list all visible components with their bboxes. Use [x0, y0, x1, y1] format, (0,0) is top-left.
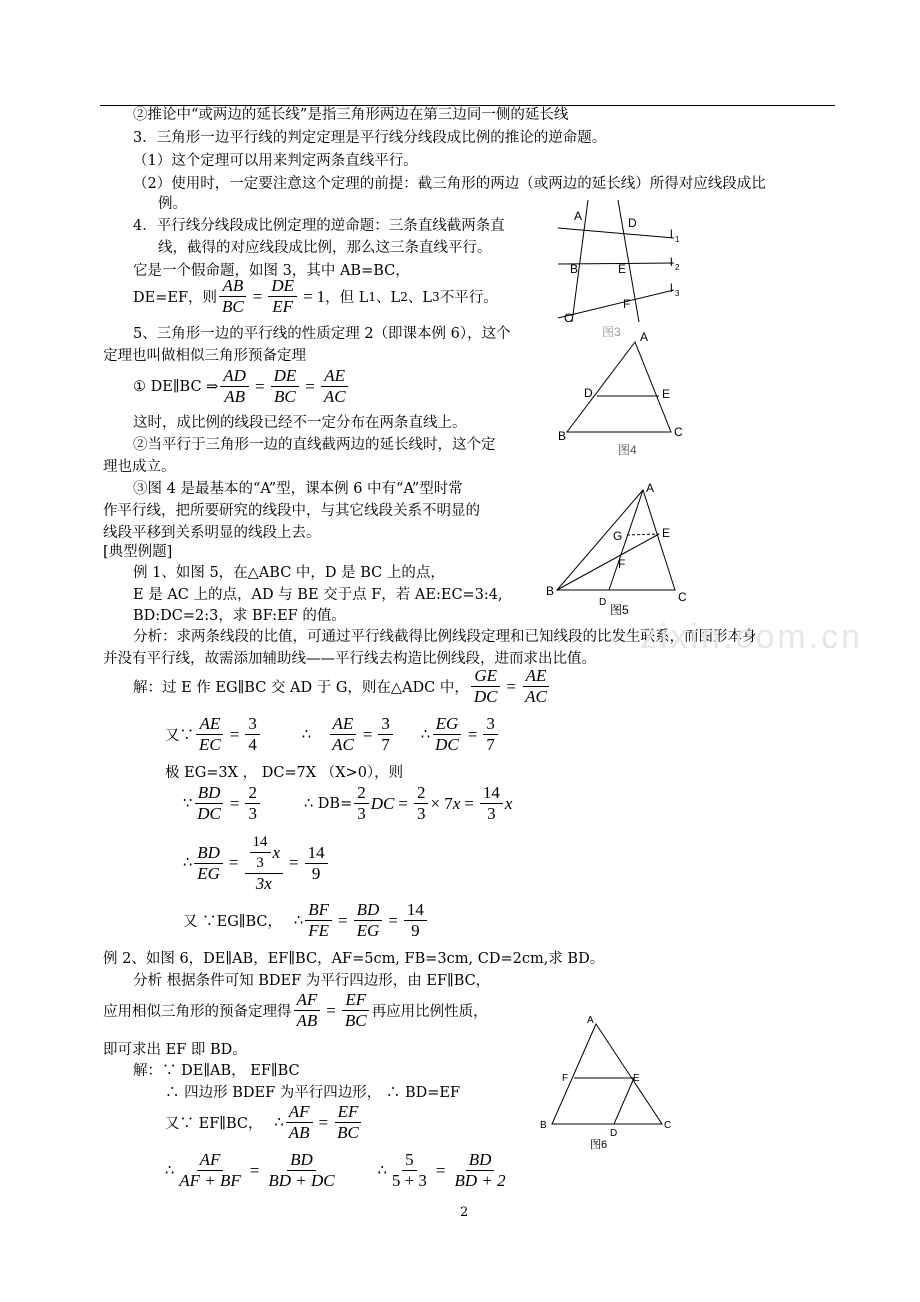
- fraction: $\frac{BD}{BD + DC}$: [268, 1150, 335, 1190]
- fraction: $\frac{BD}{EG}$: [194, 843, 223, 884]
- text-line: 作平行线，把所要研究的线段中，与其它线段关系不明显的: [103, 503, 480, 519]
- fraction: $\frac{14}{3}$: [480, 783, 503, 824]
- bd-eg-row: ∴ $\frac{BD}{EG}$ = $\frac{14}{3}$ x 3x = $\frac{14}{9}$: [183, 832, 330, 894]
- figure-4: [555, 330, 695, 458]
- text-line: E 是 AC 上的点，AD 与 BE 交于点 F，若 AE:EC=3:4,: [133, 587, 503, 603]
- fraction: $\frac{2}{3}$: [354, 783, 369, 824]
- text-line: 这时，成比例的线段已经不一定分布在两条直线上。: [133, 415, 467, 431]
- section-heading: [典型例题]: [103, 544, 173, 560]
- segment-ed: [614, 1078, 634, 1124]
- figure-6: [538, 1012, 678, 1157]
- text-line: 并没有平行线，故需添加辅助线——平行线去构造比例线段，进而求出比值。: [103, 651, 596, 667]
- fraction: $\frac{BD}{BD + 2}$: [454, 1150, 506, 1190]
- fraction: $\frac{3}{7}$: [378, 714, 393, 755]
- text-line: ③图 4 是最基本的“A”型，课本例 6 中有“A”型时常: [133, 481, 463, 497]
- fraction: $\frac{14}{9}$: [404, 900, 427, 941]
- point-label: A: [587, 1015, 594, 1026]
- solution-line-1: 解：过 E 作 EG∥BC 交 AD 于 G，则在△ADC 中， $\frac{GE}{DC}$ = $\frac{AE}{AC}$: [133, 666, 552, 707]
- point-label: A: [640, 330, 649, 344]
- fraction: $\frac{GE}{DC}$: [471, 666, 501, 707]
- figure-caption: 图6: [590, 1139, 608, 1151]
- point-label: E: [662, 387, 671, 401]
- text-line: 例 1、如图 5，在△ABC 中，D 是 BC 上的点，: [133, 565, 445, 581]
- fraction: $\frac{BF}{FE}$: [305, 900, 332, 941]
- point-label: C: [678, 590, 687, 604]
- text-line: 4．平行线分线段成比例定理的逆命题：三条直线截两条直: [133, 218, 505, 234]
- point-label: F: [562, 1073, 569, 1084]
- sec5-equation: ① DE∥BC ⇒ $\frac{AD}{AB}$ = $\frac{DE}{BC}$ = $\frac{AE}{AC}$: [133, 366, 351, 407]
- fraction: $\frac{2}{3}$: [245, 783, 260, 824]
- triangle: [567, 342, 671, 432]
- svg-text:3: 3: [675, 289, 680, 298]
- point-label: A: [574, 209, 583, 223]
- point-label: B: [546, 584, 555, 598]
- fraction: $\frac{AE}{EC}$: [196, 714, 224, 755]
- auxiliary-segment-eg: [627, 534, 659, 535]
- point-label: C: [674, 425, 683, 439]
- watermark: zixin.com.cn: [640, 618, 864, 656]
- text-line: BD:DC=2:3，求 BF:EF 的值。: [133, 608, 346, 624]
- eq-lead: DE=EF，则: [133, 290, 218, 306]
- fraction: $\frac{AD}{AB}$: [220, 366, 249, 407]
- figure-5: [543, 478, 693, 618]
- text-line: 解：∵ DE∥AB， EF∥BC: [133, 1063, 300, 1079]
- text-line: 即可求出 EF 即 BD。: [103, 1042, 247, 1058]
- point-label: D: [628, 216, 637, 230]
- compound-fraction: $\frac{14}{3}$ x 3x: [245, 832, 284, 894]
- point-label: D: [584, 386, 593, 400]
- line-label: l: [670, 227, 673, 241]
- figure-caption: 图4: [618, 443, 637, 457]
- fraction: $\frac{5}{5 + 3}$: [391, 1150, 427, 1190]
- text-line: ②推论中“或两边的延长线”是指三角形两边在第三边同一侧的延长线: [133, 107, 569, 123]
- text-line: 定理也叫做相似三角形预备定理: [103, 348, 306, 364]
- point-label: B: [540, 1120, 547, 1131]
- text-line: ∴ 四边形 BDEF 为平行四边形， ∴ BD=EF: [165, 1085, 461, 1101]
- text-line: ②当平行于三角形一边的直线截两边的延长线时，这个定: [133, 437, 496, 453]
- point-label: D: [610, 1128, 618, 1139]
- point-label: F: [623, 297, 631, 311]
- eq-value: 1: [316, 286, 326, 306]
- point-label: C: [664, 1120, 672, 1131]
- text-line: 线段平移到关系明显的线段上去。: [103, 525, 321, 541]
- point-label: E: [633, 1073, 640, 1084]
- text-line: 理也成立。: [103, 459, 176, 475]
- fraction: $\frac{AF}{AB}$: [294, 990, 321, 1031]
- figure-3: [548, 200, 698, 339]
- fraction: $\frac{EF}{BC}$: [334, 1102, 362, 1143]
- line-label: l: [670, 281, 673, 295]
- line-label: l: [670, 255, 673, 269]
- fraction: $\frac{BD}{EG}$: [354, 900, 383, 941]
- fraction: $\frac{3}{7}$: [483, 714, 498, 755]
- sec4-equation: DE=EF，则 $\frac{AB}{BC}$ = $\frac{DE}{EF}$ = 1 ，但 L 1 、L 2 、L 3 不平行。: [133, 276, 498, 316]
- point-label: A: [646, 481, 655, 495]
- fraction: $\frac{14}{9}$: [305, 843, 328, 884]
- fraction: $\frac{BD}{DC}$: [194, 783, 224, 824]
- text-line: 分析 根据条件可知 BDEF 为平行四边形，由 EF∥BC，: [133, 973, 491, 989]
- fraction: $\frac{2}{3}$: [414, 783, 429, 824]
- segment-be: [557, 534, 659, 590]
- svg-text:2: 2: [675, 263, 680, 272]
- figure-caption: 图5: [610, 603, 629, 617]
- text-line: （1）这个定理可以用来判定两条直线平行。: [133, 153, 418, 169]
- text-line: 例 2、如图 6，DE∥AB，EF∥BC，AF=5cm, FB=3cm, CD=2cm,求 BD。: [103, 951, 605, 967]
- point-label: F: [618, 557, 626, 571]
- fraction: $\frac{AF}{AF + BF}$: [179, 1150, 241, 1190]
- fraction: $\frac{AB}{BC}$: [219, 276, 247, 317]
- fraction: $\frac{DE}{BC}$: [271, 366, 300, 407]
- fraction: $\frac{AE}{AC}$: [321, 366, 349, 407]
- fraction: $\frac{AE}{AC}$: [329, 714, 357, 755]
- text-line: 3．三角形一边平行线的判定定理是平行线分线段成比例的推论的逆命题。: [133, 130, 607, 146]
- example2-step3: 又∵ EF∥BC， ∴ $\frac{AF}{AB}$ = $\frac{EF}{BC}$: [165, 1102, 364, 1143]
- text-line: （2）使用时，一定要注意这个定理的前提：截三角形的两边（或两边的延长线）所得对应线段成比: [133, 176, 766, 192]
- point-label: D: [599, 597, 607, 608]
- page-number: 2: [460, 1205, 469, 1220]
- text-line: 分析：求两条线段的比值，可通过平行线截得比例线段定理和已知线段的比发生联系，而图形本身: [133, 629, 757, 645]
- figure-caption: 图3: [602, 325, 621, 339]
- ratio-row: 又∵ $\frac{AE}{EC}$ = $\frac{3}{4}$ ∴ $\frac{AE}{AC}$ = $\frac{3}{7}$ ∴ $\frac{EG}{DC}$ = $\frac{3}{7}$: [165, 714, 500, 755]
- fraction: $\frac{3}{4}$: [245, 714, 260, 755]
- point-label: E: [662, 526, 671, 540]
- text-line: 它是一个假命题，如图 3，其中 AB=BC，: [133, 263, 410, 279]
- svg-text:1: 1: [675, 235, 680, 244]
- fraction: $\frac{AE}{AC}$: [522, 666, 550, 707]
- fraction: $\frac{DE}{EF}$: [268, 276, 297, 317]
- text-line: 线，截得的对应线段成比例，那么这三条直线平行。: [158, 240, 492, 256]
- text-line: 例。: [158, 196, 187, 212]
- point-label: E: [618, 262, 627, 276]
- text-line: 5、三角形一边的平行线的性质定理 2（即课本例 6），这个: [133, 326, 511, 342]
- point-label: B: [570, 262, 579, 276]
- fraction: $\frac{AF}{AB}$: [286, 1102, 313, 1143]
- triangle: [552, 1024, 662, 1124]
- example2-step4: ∴ $\frac{AF}{AF + BF}$ = $\frac{BD}{BD + DC}$ ∴ $\frac{5}{5 + 3}$ = $\frac{BD}{BD + 2}$: [165, 1150, 511, 1191]
- fraction: $\frac{EG}{DC}$: [432, 714, 462, 755]
- point-label: C: [564, 311, 573, 325]
- text-line: 极 EG=3X ， DC=7X （X>0），则: [165, 765, 404, 781]
- fraction: $\frac{EF}{BC}$: [342, 990, 370, 1031]
- point-label: G: [613, 529, 623, 543]
- final-ratio-row: 又 ∵EG∥BC， ∴ $\frac{BF}{FE}$ = $\frac{BD}{EG}$ = $\frac{14}{9}$: [183, 900, 429, 941]
- db-row: ∵ $\frac{BD}{DC}$ = $\frac{2}{3}$ ∴ DB= $\frac{2}{3}$ DC = $\frac{2}{3}$ × 7 x = $\frac{14}{3}$ x: [183, 783, 513, 823]
- point-label: B: [558, 429, 567, 443]
- example2-analysis-eq: 应用相似三角形的预备定理得 $\frac{AF}{AB}$ = $\frac{EF}{BC}$ 再应用比例性质，: [103, 990, 488, 1030]
- parallel-line-l1: [558, 228, 674, 238]
